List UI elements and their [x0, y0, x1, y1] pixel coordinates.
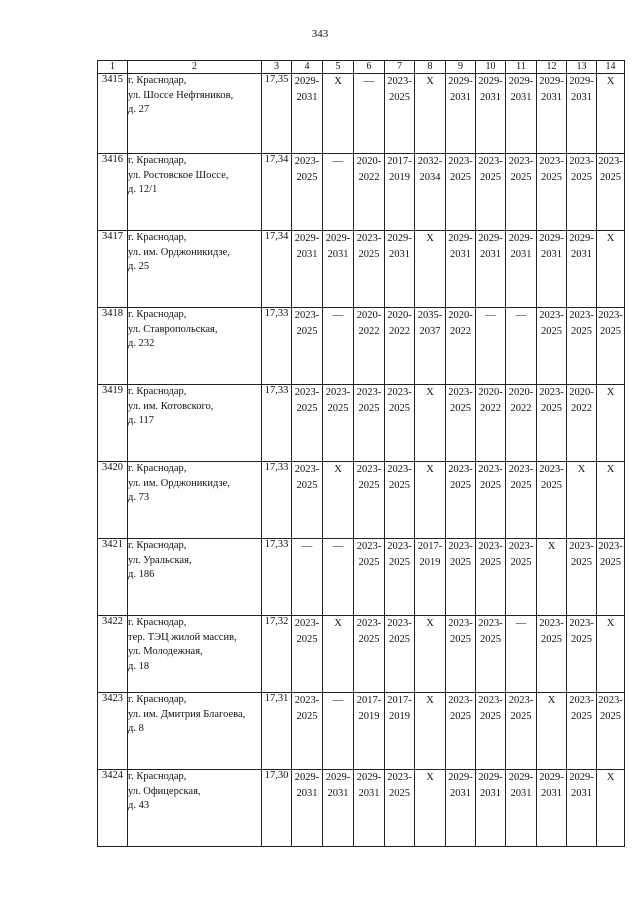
schedule-cell: Х — [415, 616, 446, 693]
schedule-cell: 2020- 2022 — [446, 308, 476, 385]
schedule-cell: Х — [537, 539, 567, 616]
value-cell: 17,33 — [262, 462, 292, 539]
address-cell — [128, 770, 262, 847]
address-line: д. 73 — [128, 492, 150, 503]
schedule-cell: Х — [415, 231, 446, 308]
value-cell: 17,33 — [262, 385, 292, 462]
value-cell: 17,32 — [262, 616, 292, 693]
address-line: ул. Офицерская, — [128, 785, 201, 797]
schedule-cell: 2023- 2025 — [476, 693, 506, 770]
schedule-cell: 2020- 2022 — [567, 385, 597, 462]
column-header: 10 — [476, 61, 506, 74]
schedule-cell: — — [292, 539, 323, 616]
row-number: 3424 — [98, 770, 128, 847]
schedule-cell: Х — [415, 74, 446, 154]
table-row — [98, 308, 625, 385]
schedule-cell: 2023- 2025 — [292, 693, 323, 770]
address-line: ул. Ставропольская, — [128, 323, 218, 335]
address-line: д. 25 — [128, 261, 150, 272]
address-line: г. Краснодар, — [128, 232, 187, 243]
schedule-cell: 2023- 2025 — [385, 616, 415, 693]
schedule-cell: 2029- 2031 — [476, 74, 506, 154]
schedule-cell: Х — [537, 693, 567, 770]
address-cell — [128, 231, 262, 308]
schedule-cell: 2017- 2019 — [385, 693, 415, 770]
schedule-cell: 2023- 2025 — [292, 308, 323, 385]
schedule-cell: — — [506, 616, 537, 693]
address-line: ул. им. Орджоникидзе, — [128, 246, 230, 258]
schedule-cell: — — [506, 308, 537, 385]
address-line: г. Краснодар, — [128, 75, 187, 86]
schedule-cell: 2029- 2031 — [446, 770, 476, 847]
schedule-cell: 2017- 2019 — [385, 154, 415, 231]
row-number: 3417 — [98, 231, 128, 308]
schedule-cell: 2023- 2025 — [446, 539, 476, 616]
row-number: 3419 — [98, 385, 128, 462]
schedule-cell: 2023- 2025 — [292, 385, 323, 462]
schedule-cell: — — [323, 539, 354, 616]
schedule-cell: 2029- 2031 — [323, 231, 354, 308]
column-header: 12 — [537, 61, 567, 74]
row-number: 3415 — [98, 74, 128, 154]
column-header: 11 — [506, 61, 537, 74]
address-cell — [128, 462, 262, 539]
schedule-cell: 2029- 2031 — [385, 231, 415, 308]
schedule-cell: 2029- 2031 — [537, 231, 567, 308]
column-header: 13 — [567, 61, 597, 74]
schedule-cell: 2023- 2025 — [354, 231, 385, 308]
address-line: ул. им. Орджоникидзе, — [128, 477, 230, 489]
schedule-cell: Х — [597, 385, 625, 462]
schedule-cell: 2029- 2031 — [567, 231, 597, 308]
schedule-cell: Х — [415, 770, 446, 847]
address-line: д. 232 — [128, 338, 155, 349]
schedule-cell: Х — [415, 462, 446, 539]
schedule-cell: 2020- 2022 — [506, 385, 537, 462]
address-cell — [128, 385, 262, 462]
column-header: 9 — [446, 61, 476, 74]
column-header: 1 — [98, 61, 128, 74]
address-cell — [128, 616, 262, 693]
address-line: д. 18 — [128, 660, 150, 672]
schedule-cell: 2023- 2025 — [446, 154, 476, 231]
schedule-cell: 2029- 2031 — [292, 231, 323, 308]
schedule-cell: 2023- 2025 — [385, 539, 415, 616]
schedule-cell: 2023- 2025 — [292, 154, 323, 231]
schedule-cell: Х — [323, 74, 354, 154]
address-line: д. 186 — [128, 569, 155, 580]
schedule-cell: 2029- 2031 — [292, 770, 323, 847]
column-header: 6 — [354, 61, 385, 74]
address-line: ул. Уральская, — [128, 554, 192, 566]
schedule-cell: Х — [415, 693, 446, 770]
schedule-cell: Х — [323, 616, 354, 693]
table-row — [98, 385, 625, 462]
schedule-cell: — — [323, 154, 354, 231]
schedule-cell: 2029- 2031 — [476, 770, 506, 847]
schedule-cell: Х — [567, 462, 597, 539]
address-cell — [128, 308, 262, 385]
address-cell — [128, 539, 262, 616]
address-line: д. 12/1 — [128, 184, 158, 195]
column-header: 2 — [128, 61, 262, 74]
schedule-cell: 2029- 2031 — [323, 770, 354, 847]
table-row — [98, 770, 625, 847]
value-cell: 17,35 — [262, 74, 292, 154]
address-cell — [128, 74, 262, 154]
row-number: 3423 — [98, 693, 128, 770]
schedule-cell: Х — [415, 385, 446, 462]
schedule-cell: 2023- 2025 — [385, 770, 415, 847]
schedule-cell: 2020- 2022 — [354, 154, 385, 231]
schedule-cell: 2023- 2025 — [476, 539, 506, 616]
schedule-cell: 2023- 2025 — [506, 154, 537, 231]
schedule-cell: 2023- 2025 — [537, 308, 567, 385]
address-line: д. 8 — [128, 723, 144, 734]
schedule-cell: 2017- 2019 — [415, 539, 446, 616]
schedule-cell: Х — [597, 231, 625, 308]
address-line: г. Краснодар, — [128, 155, 187, 166]
table-row — [98, 693, 625, 770]
column-header: 7 — [385, 61, 415, 74]
schedule-cell: 2023- 2025 — [446, 462, 476, 539]
address-line: ул. им. Котовского, — [128, 400, 214, 412]
address-line: г. Краснодар, — [128, 386, 187, 397]
schedule-cell: 2023- 2025 — [506, 693, 537, 770]
value-cell: 17,33 — [262, 539, 292, 616]
schedule-cell: Х — [597, 616, 625, 693]
value-cell: 17,33 — [262, 308, 292, 385]
schedule-cell: 2023- 2025 — [567, 616, 597, 693]
schedule-cell: 2023- 2025 — [476, 462, 506, 539]
schedule-cell: 2023- 2025 — [597, 693, 625, 770]
column-header: 4 — [292, 61, 323, 74]
schedule-cell: 2023- 2025 — [476, 154, 506, 231]
schedule-cell: 2023- 2025 — [354, 616, 385, 693]
schedule-cell: 2032- 2034 — [415, 154, 446, 231]
table-body — [98, 74, 625, 847]
page-number: 343 — [311, 28, 329, 40]
address-line: тер. ТЭЦ жилой массив, — [128, 631, 237, 643]
schedule-cell: 2023- 2025 — [385, 462, 415, 539]
table-row — [98, 154, 625, 231]
schedule-cell: — — [323, 308, 354, 385]
table-row — [98, 74, 625, 154]
column-header: 8 — [415, 61, 446, 74]
address-line: д. 117 — [128, 415, 154, 426]
row-number: 3420 — [98, 462, 128, 539]
schedule-cell: 2023- 2025 — [567, 154, 597, 231]
schedule-cell: 2023- 2025 — [537, 462, 567, 539]
schedule-cell: 2023- 2025 — [385, 74, 415, 154]
schedule-cell: 2023- 2025 — [597, 539, 625, 616]
schedule-cell: Х — [323, 462, 354, 539]
schedule-cell: 2023- 2025 — [537, 616, 567, 693]
value-cell: 17,30 — [262, 770, 292, 847]
schedule-cell: — — [476, 308, 506, 385]
schedule-cell: — — [354, 74, 385, 154]
address-line: ул. Ростовское Шоссе, — [128, 169, 229, 181]
schedule-cell: 2029- 2031 — [567, 74, 597, 154]
address-line: ул. им. Дмитрия Благоева, — [128, 708, 246, 720]
schedule-cell: 2029- 2031 — [292, 74, 323, 154]
schedule-cell: 2023- 2025 — [446, 385, 476, 462]
schedule-cell: — — [323, 693, 354, 770]
schedule-cell: 2035- 2037 — [415, 308, 446, 385]
schedule-cell: 2023- 2025 — [506, 462, 537, 539]
schedule-cell: 2020- 2022 — [476, 385, 506, 462]
schedule-cell: Х — [597, 462, 625, 539]
schedule-cell: Х — [597, 770, 625, 847]
schedule-cell: 2023- 2025 — [292, 616, 323, 693]
schedule-cell: 2029- 2031 — [537, 74, 567, 154]
schedule-cell: 2023- 2025 — [446, 616, 476, 693]
address-line: д. 43 — [128, 800, 150, 811]
table-row — [98, 231, 625, 308]
address-cell — [128, 693, 262, 770]
table-row — [98, 616, 625, 693]
address-line: г. Краснодар, — [128, 617, 187, 628]
schedule-cell: 2023- 2025 — [567, 693, 597, 770]
address-line: г. Краснодар, — [128, 309, 187, 320]
schedule-cell: 2023- 2025 — [506, 539, 537, 616]
schedule-cell: 2023- 2025 — [292, 462, 323, 539]
address-cell — [128, 154, 262, 231]
schedule-cell: 2023- 2025 — [537, 154, 567, 231]
schedule-cell: 2023- 2025 — [354, 539, 385, 616]
schedule-cell: 2023- 2025 — [323, 385, 354, 462]
schedule-cell: 2029- 2031 — [506, 74, 537, 154]
address-line: ул. Молодежная, — [128, 646, 203, 657]
schedule-cell: 2023- 2025 — [354, 462, 385, 539]
address-line: г. Краснодар, — [128, 771, 187, 782]
table-row — [98, 462, 625, 539]
address-line: д. 27 — [128, 104, 150, 115]
schedule-cell: 2023- 2025 — [354, 385, 385, 462]
column-number-row — [98, 61, 625, 74]
schedule-cell: 2023- 2025 — [446, 693, 476, 770]
row-number: 3422 — [98, 616, 128, 693]
schedule-cell: 2020- 2022 — [385, 308, 415, 385]
address-line: г. Краснодар, — [128, 694, 187, 705]
address-line: г. Краснодар, — [128, 540, 187, 551]
column-header: 5 — [323, 61, 354, 74]
row-number: 3421 — [98, 539, 128, 616]
schedule-cell: 2029- 2031 — [476, 231, 506, 308]
column-header: 14 — [597, 61, 625, 74]
schedule-cell: Х — [597, 74, 625, 154]
schedule-cell: 2023- 2025 — [537, 385, 567, 462]
schedule-cell: 2029- 2031 — [354, 770, 385, 847]
schedule-cell: 2017- 2019 — [354, 693, 385, 770]
address-line: г. Краснодар, — [128, 463, 187, 474]
schedule-cell: 2029- 2031 — [537, 770, 567, 847]
repair-schedule-table — [97, 60, 625, 847]
value-cell: 17,31 — [262, 693, 292, 770]
address-line: ул. Шоссе Нефтяников, — [128, 89, 234, 101]
schedule-cell: 2029- 2031 — [567, 770, 597, 847]
table-row — [98, 539, 625, 616]
schedule-cell: 2029- 2031 — [446, 74, 476, 154]
column-header: 3 — [262, 61, 292, 74]
schedule-cell: 2023- 2025 — [476, 616, 506, 693]
schedule-cell: 2029- 2031 — [506, 770, 537, 847]
schedule-cell: 2023- 2025 — [567, 308, 597, 385]
schedule-cell: 2023- 2025 — [567, 539, 597, 616]
row-number: 3416 — [98, 154, 128, 231]
schedule-cell: 2023- 2025 — [597, 154, 625, 231]
schedule-cell: 2029- 2031 — [506, 231, 537, 308]
value-cell: 17,34 — [262, 231, 292, 308]
row-number: 3418 — [98, 308, 128, 385]
schedule-cell: 2020- 2022 — [354, 308, 385, 385]
value-cell: 17,34 — [262, 154, 292, 231]
schedule-cell: 2023- 2025 — [385, 385, 415, 462]
schedule-cell: 2023- 2025 — [597, 308, 625, 385]
schedule-cell: 2029- 2031 — [446, 231, 476, 308]
